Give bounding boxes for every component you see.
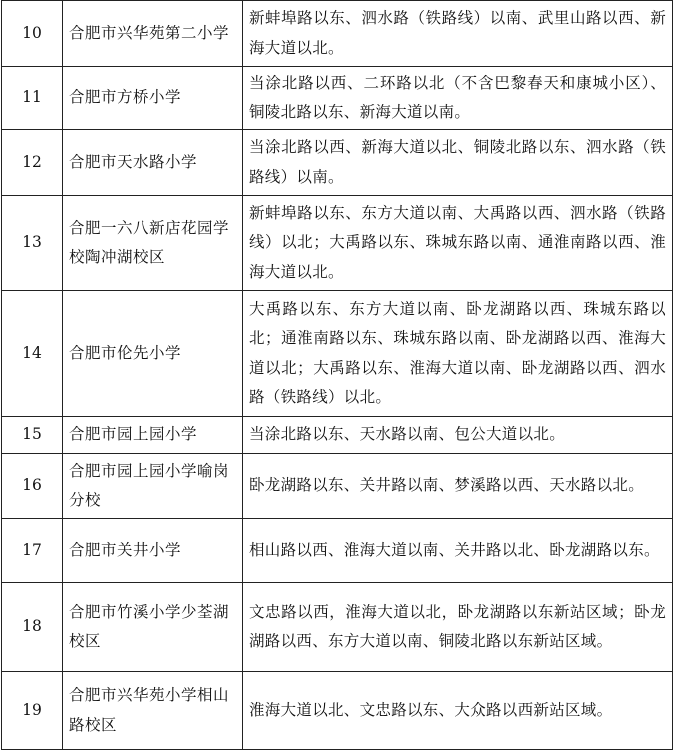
row-number: 10 (2, 1, 63, 67)
table-row (2, 196, 673, 291)
school-name: 合肥市兴华苑第二小学 (63, 1, 243, 67)
table-row (2, 67, 673, 130)
school-name: 合肥市园上园小学喻岗分校 (63, 454, 243, 519)
row-number: 13 (2, 196, 63, 291)
zone-description: 相山路以西、淮海大道以南、关井路以北、卧龙湖路以东。 (243, 519, 673, 583)
zone-description: 新蚌埠路以东、泗水路（铁路线）以南、武里山路以西、新海大道以北。 (243, 1, 673, 67)
school-name: 合肥市兴华苑小学相山路校区 (63, 672, 243, 750)
row-number: 19 (2, 672, 63, 750)
zone-description: 文忠路以西，淮海大道以北，卧龙湖路以东新站区域；卧龙湖路以西、东方大道以南、铜陵北路以东新站区域。 (243, 583, 673, 672)
zone-description: 当涂北路以东、天水路以南、包公大道以北。 (243, 417, 673, 454)
row-number: 16 (2, 454, 63, 519)
school-name: 合肥市园上园小学 (63, 417, 243, 454)
row-number: 14 (2, 291, 63, 417)
zone-description: 卧龙湖路以东、关井路以南、梦溪路以西、天水路以北。 (243, 454, 673, 519)
table-row (2, 454, 673, 519)
zone-description: 大禹路以东、东方大道以南、卧龙湖路以西、珠城东路以北；通淮南路以东、珠城东路以南、卧龙湖路以西、淮海大道以北；大禹路以东、淮海大道以南、卧龙湖路以西、泗水路（铁路线）以北。 (243, 291, 673, 417)
row-number: 15 (2, 417, 63, 454)
school-name: 合肥一六八新店花园学校陶冲湖校区 (63, 196, 243, 291)
table-row (2, 130, 673, 196)
zone-description: 淮海大道以北、文忠路以东、大众路以西新站区域。 (243, 672, 673, 750)
row-number: 17 (2, 519, 63, 583)
row-number: 12 (2, 130, 63, 196)
table-row (2, 1, 673, 67)
zone-description: 当涂北路以西、二环路以北（不含巴黎春天和康城小区）、铜陵北路以东、新海大道以南。 (243, 67, 673, 130)
table-row (2, 291, 673, 417)
table-row (2, 672, 673, 750)
enrollment-zone-table (1, 0, 673, 750)
school-name: 合肥市竹溪小学少荃湖校区 (63, 583, 243, 672)
school-name: 合肥市伦先小学 (63, 291, 243, 417)
zone-description: 新蚌埠路以东、东方大道以南、大禹路以西、泗水路（铁路线）以北；大禹路以东、珠城东路以南、通淮南路以西、淮海大道以北。 (243, 196, 673, 291)
table-row (2, 583, 673, 672)
table-row (2, 519, 673, 583)
school-name: 合肥市天水路小学 (63, 130, 243, 196)
table-row (2, 417, 673, 454)
school-name: 合肥市关井小学 (63, 519, 243, 583)
school-name: 合肥市方桥小学 (63, 67, 243, 130)
row-number: 18 (2, 583, 63, 672)
row-number: 11 (2, 67, 63, 130)
zone-description: 当涂北路以西、新海大道以北、铜陵北路以东、泗水路（铁路线）以南。 (243, 130, 673, 196)
